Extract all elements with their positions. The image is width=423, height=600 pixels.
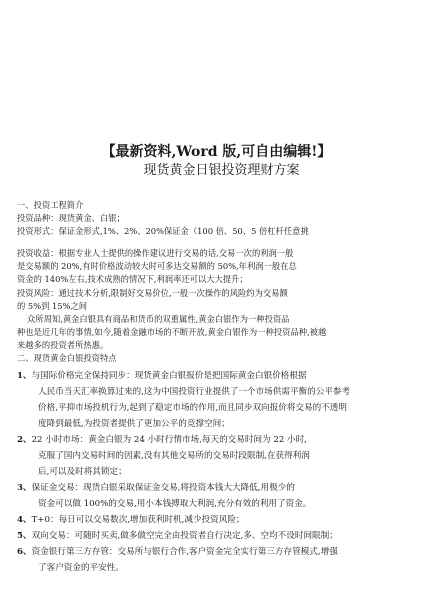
paragraph-line: 投资收益：根据专业人士提供的操作建议进行交易的话,交易一次的利润一般 — [17, 248, 294, 259]
paragraph-line: 是交易额的 20%,有时价格波动较大时可多达交易额的 50%,年利润一般在总 — [17, 261, 297, 272]
list-number: 4、 — [17, 515, 32, 526]
list-item-6 — [17, 544, 412, 560]
list-text: 资金银行第三方存管：交易所与银行合作,客户资金完全实行第三方存管模式,增强 — [31, 547, 338, 558]
list-item-continuation: 人民币当天汇率换算过来的,这为中国投资行业提供了一个市场供需平衡的公平参考 — [38, 387, 351, 398]
list-number: 6、 — [17, 547, 32, 558]
paragraph-line: 投资风险：通过技术分析,限制好交易价位,一般一次操作的风险约为交易额 — [17, 287, 288, 298]
list-item-4 — [17, 512, 412, 528]
header-note: 【最新资料,Word 版,可自由编辑!】 — [101, 144, 332, 160]
paragraph-line: 来越多的投资者所热惠。 — [17, 339, 109, 350]
list-item-continuation: 了客户资金的平安性。 — [38, 563, 124, 574]
list-text: 22 小时市场：黄金白银为 24 小时行情市场,每天的交易时间为 22 小时, — [31, 435, 307, 446]
list-item-continuation: 价格,平抑市场投机行为,起到了稳定市场的作用,而且同步双向报价将交易的不透明 — [38, 403, 347, 414]
list-item-continuation: 后,可以及时将其锁定； — [38, 467, 127, 478]
list-number: 5、 — [17, 531, 32, 542]
paragraph-line: 投资品种：现货黄金、白银； — [17, 213, 125, 224]
section-heading-2: 二、现货黄金白银投资特点 — [17, 353, 117, 364]
paragraph-line: 种也是近几年的事情,如今,随着金融市场的不断开放,黄金白银作为一种投资品种,被越 — [17, 326, 327, 337]
list-item-1 — [17, 368, 412, 384]
list-text: 与国际价格完全保持同步：现货黄金白银报价是把国际黄金白银价格根据 — [31, 371, 307, 382]
document-body — [17, 199, 412, 576]
paragraph-line: 众所周知,黄金白银具有商品和货币的双重属性,黄金白银作为一种投资品 — [27, 313, 290, 324]
section-heading-1: 一、投资工程简介 — [17, 200, 84, 210]
list-item-3 — [17, 480, 412, 496]
list-number: 3、 — [17, 483, 32, 494]
list-number: 1、 — [17, 371, 32, 382]
list-item-continuation: 度降到最低,为投资者提供了更加公平的竞撑空间； — [38, 419, 230, 430]
list-text: 双向交易：可随时买卖,做多做空完全由投资者自行决定,多、空均不设时间限制； — [31, 531, 338, 542]
list-text: 保证金交易：现货白银采取保证金交易,将投资本钱大大降低,用极少的 — [31, 483, 295, 494]
list-item-continuation: 资金可以做 100%的交易,用小本钱搏取大利润,充分有效的利用了资金。 — [38, 499, 312, 510]
paragraph-line: 投资形式：保证金形式,1%、2%、20%保证金（100 倍、50、5 倍杠杆任意挑 — [17, 226, 309, 237]
list-number: 2、 — [17, 435, 32, 446]
title-block — [0, 143, 423, 180]
list-item-continuation: 克服了国内交易时间的因素,没有其他交易所的交易时段限制,在获得利润 — [38, 451, 310, 462]
paragraph-line: 的 5%到 15%之间 — [17, 300, 88, 311]
list-item-2 — [17, 432, 412, 448]
list-item-5 — [17, 528, 412, 544]
paragraph-line: 资金的 140%左右,技术成熟的情况下,利润率还可以大大提升； — [17, 274, 248, 285]
list-text: T+0：每日可以交易数次,增加获利时机,减少投资风险； — [31, 515, 245, 526]
document-title: 现货黄金日银投资理财方案 — [143, 163, 300, 178]
